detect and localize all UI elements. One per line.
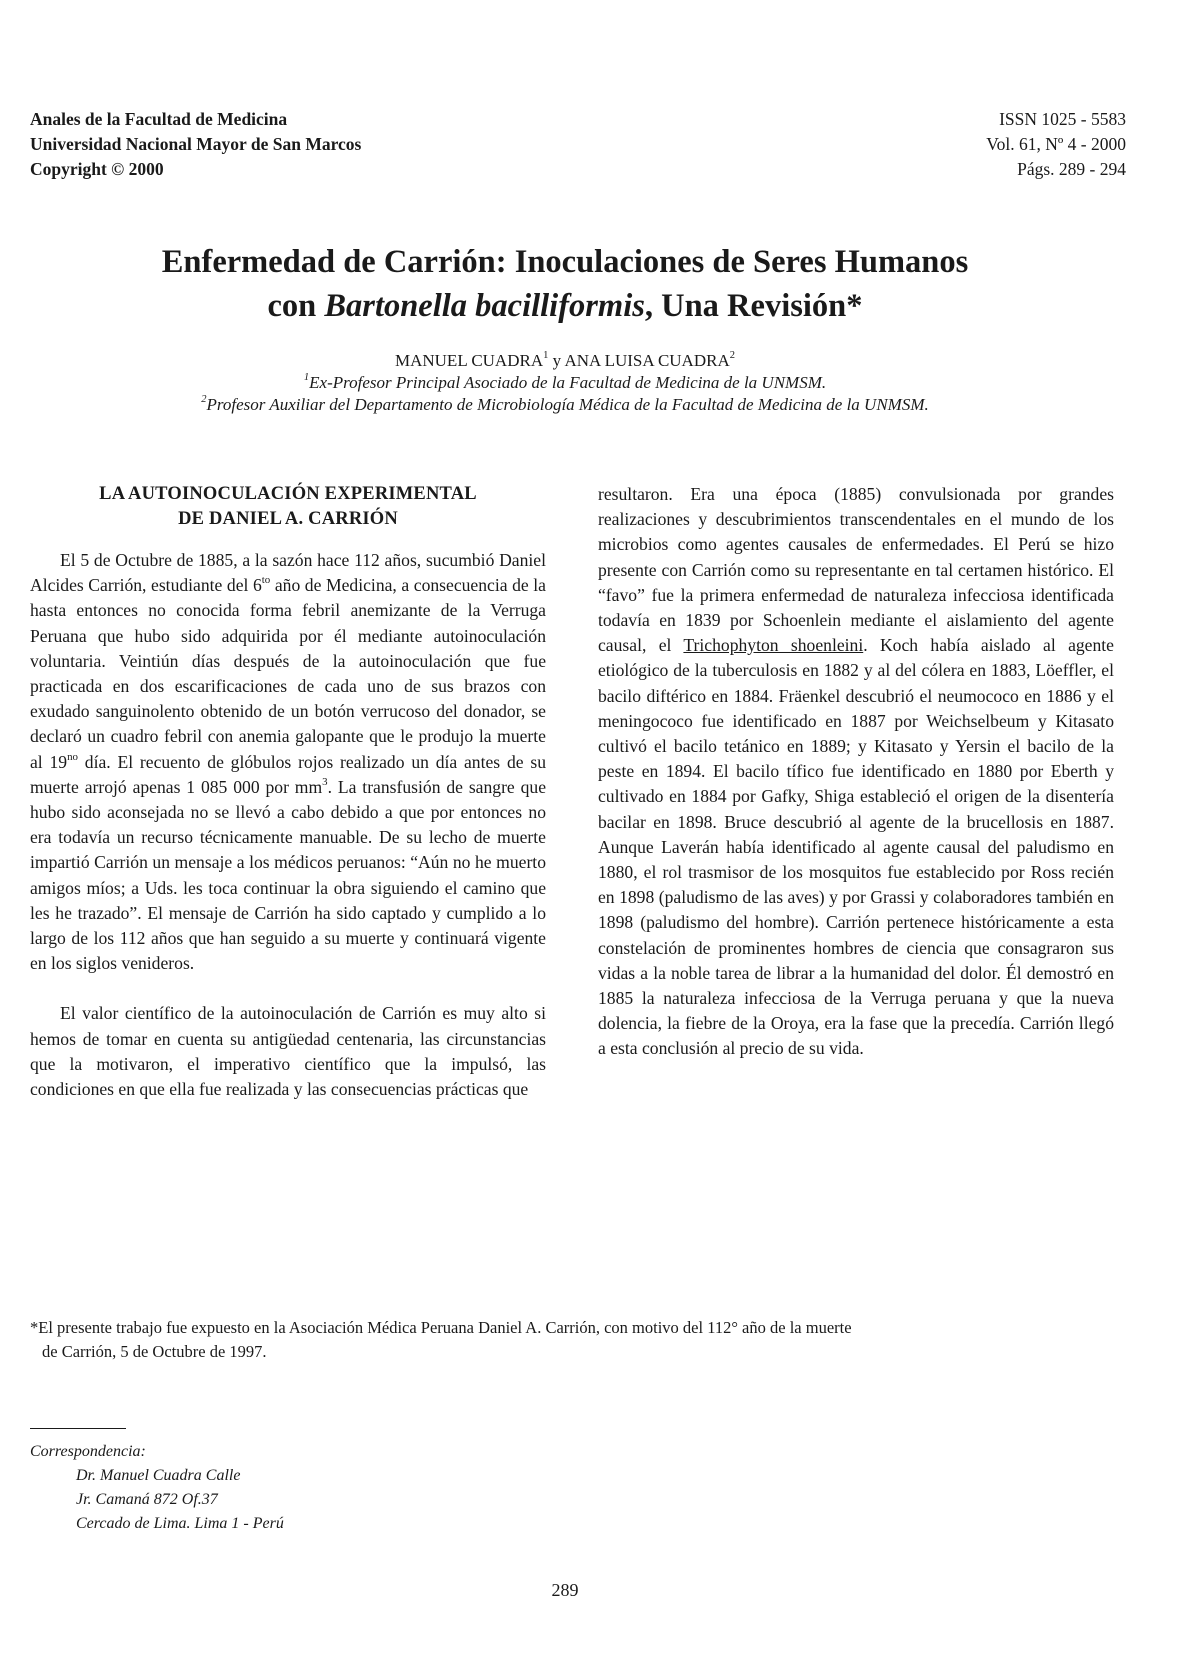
article-title [0,240,1130,328]
title-post: , Una Revisión* [644,288,863,324]
footnote-line-1: *El presente trabajo fue expuesto en la Asociación Médica Peruana Daniel A. Carrión, con motivo del 112° año de la muerte [30,1318,852,1337]
volume: Vol. 61, Nº 4 - 2000 [986,134,1126,154]
author-2: ANA LUISA CUADRA [564,351,730,370]
author-1-mark: 1 [543,350,549,362]
author-block [0,350,1130,416]
p1-sup-3: 3 [322,775,328,788]
issue-info [986,107,1126,182]
p1-sup-1: to [261,574,271,587]
p3-species-underlined: Trichophyton shoenleini [683,635,864,656]
correspondence-city: Cercado de Lima. Lima 1 - Perú [76,1515,284,1532]
university-name: Universidad Nacional Mayor de San Marcos [30,134,362,154]
pages: Págs. 289 - 294 [1017,159,1126,179]
journal-header [30,107,361,182]
left-column [30,482,546,1102]
section-heading [30,482,546,532]
p1-text-c: día. El recuento de glóbulos rojos realizado un día antes de su muerte arrojó apenas 1 085 000 por mm [30,751,546,797]
affiliation-1-mark: 1 [303,372,310,384]
title-pre: con [267,288,325,324]
issn: ISSN 1025 - 5583 [999,109,1126,129]
affiliation-2-text: Profesor Auxiliar del Departamento de Microbiología Médica de la Facultad de Medicina de la UNMSM. [206,395,929,414]
affiliation-1 [0,372,1130,394]
footnote-line-2: de Carrión, 5 de Octubre de 1997. [42,1342,267,1361]
affiliation-2 [0,394,1130,416]
correspondence-heading: Correspondencia: [30,1443,146,1460]
paragraph-3 [598,482,1114,1062]
section-heading-line-2: DE DANIEL A. CARRIÓN [178,509,398,529]
p1-text-a: El 5 de Octubre de 1885, a la sazón hace 112 años, sucumbió Daniel Alcides Carrión, estudiante del 6 [30,550,546,596]
paragraph-2: El valor científico de la autoinoculación de Carrión es muy alto si hemos de tomar en cuenta su antigüedad centenaria, las circunstancias que la motivaron, el imperativo científico que la impulsó, las condiciones en que ella fue realizada y las consecuencias prácticas que [30,1003,546,1100]
p1-text-d: . La transfusión de sangre que hubo sido aconsejada no se llevó a cabo debido a que por entonces no era todavía un recurso técnicamente manuable. De su lecho de muerte impartió Carrión un mensaje a los médicos peruanos: “Aún no he muerto amigos míos; a Uds. les toca continuar la obra siguiendo el camino que les he trazado”. El mensaje de Carrión ha sido captado y cumplido a lo largo de los 112 años que han seguido a su muerte y continuará vigente en los siglos venideros. [30,776,546,974]
author-2-mark: 2 [729,350,735,362]
journal-name: Anales de la Facultad de Medicina [30,109,288,129]
correspondence [30,1440,284,1536]
paragraph-1 [30,548,546,976]
p1-text-b: año de Medicina, a consecuencia de la hasta entonces no conocida forma febril anemizante de la Verruga Peruana que hubo sido adquirida por él mediante autoinoculación voluntaria. Veintiún días después de la autoinoculación que fue practicada en dos escarificaciones de cada uno de sus brazos con exudado sanguinolento obtenido de un botón verrucoso del donador, se declaró un cuadro febril con anemia galopante que le produjo la muerte al 19 [30,575,546,772]
footnote-divider [30,1428,126,1429]
author-conjunction: y [548,351,565,370]
section-heading-line-1: LA AUTOINOCULACIÓN EXPERIMENTAL [99,484,477,504]
p1-sup-2: no [67,750,78,763]
author-names [0,350,1130,372]
page-number: 289 [551,1580,579,1600]
affiliation-2-mark: 2 [201,394,207,406]
footnote [30,1316,1120,1364]
right-column [598,482,1114,1062]
title-line-1: Enfermedad de Carrión: Inoculaciones de Seres Humanos [161,244,969,280]
p3-text-b: . Koch había aislado al agente etiológico de la tuberculosis en 1882 y al del cólera en 1883, Löeffler, el bacilo diftérico en 1884. Fräenkel descubrió el neumococo en 1886 y el meningococo fue identificado en 1887 por Weichselbeum y Kitasato cultivó el bacilo tetánico en 1889; y Kitasato y Yersin el bacilo de la peste en 1894. El bacilo tífico fue identificado en 1880 por Eberth y cultivado en 1884 por Gafky, Shiga estableció el origen de la disentería bacilar en 1898. Bruce descubrió al agente de la brucellosis en 1887. Aunque Laverán había identificado al agente causal del paludismo en 1880, el rol trasmisor de los mosquitos fue establecido por Ross recién en 1898 (paludismo de las aves) y por Grassi y colaboradores también en 1898 (paludismo del hombre). Carrión pertenece históricamente a esta constelación de prominentes hombres de ciencia que consagraron sus vidas a la noble tarea de librar a la humanidad del dolor. Él demostró en 1885 la naturaleza infecciosa de la Verruga peruana y que la nueva dolencia, la fiebre de la Oroya, era la fase que la precedía. Carrión llegó a esta conclusión al precio de su vida. [598,635,1114,1059]
affiliation-1-text: Ex-Profesor Principal Asociado de la Facultad de Medicina de la UNMSM. [309,373,827,392]
correspondence-address: Jr. Camaná 872 Of.37 [76,1491,218,1508]
author-1: MANUEL CUADRA [394,351,544,370]
p3-text-a: resultaron. Era una época (1885) convulsionada por grandes realizaciones y descubrimientos transcendentales en el mundo de los microbios como agentes causales de enfermedades. El Perú se hizo presente con Carrión como su representante en tal certamen histórico. El “favo” fue la primera enfermedad de naturaleza infecciosa identificada todavía en 1839 por Schoenlein mediante el aislamiento del agente causal, el [598,484,1114,656]
title-species: Bartonella bacilliformis [324,288,645,324]
title-line-2 [0,284,1130,328]
correspondence-name: Dr. Manuel Cuadra Calle [76,1467,241,1484]
copyright: Copyright © 2000 [30,159,164,179]
